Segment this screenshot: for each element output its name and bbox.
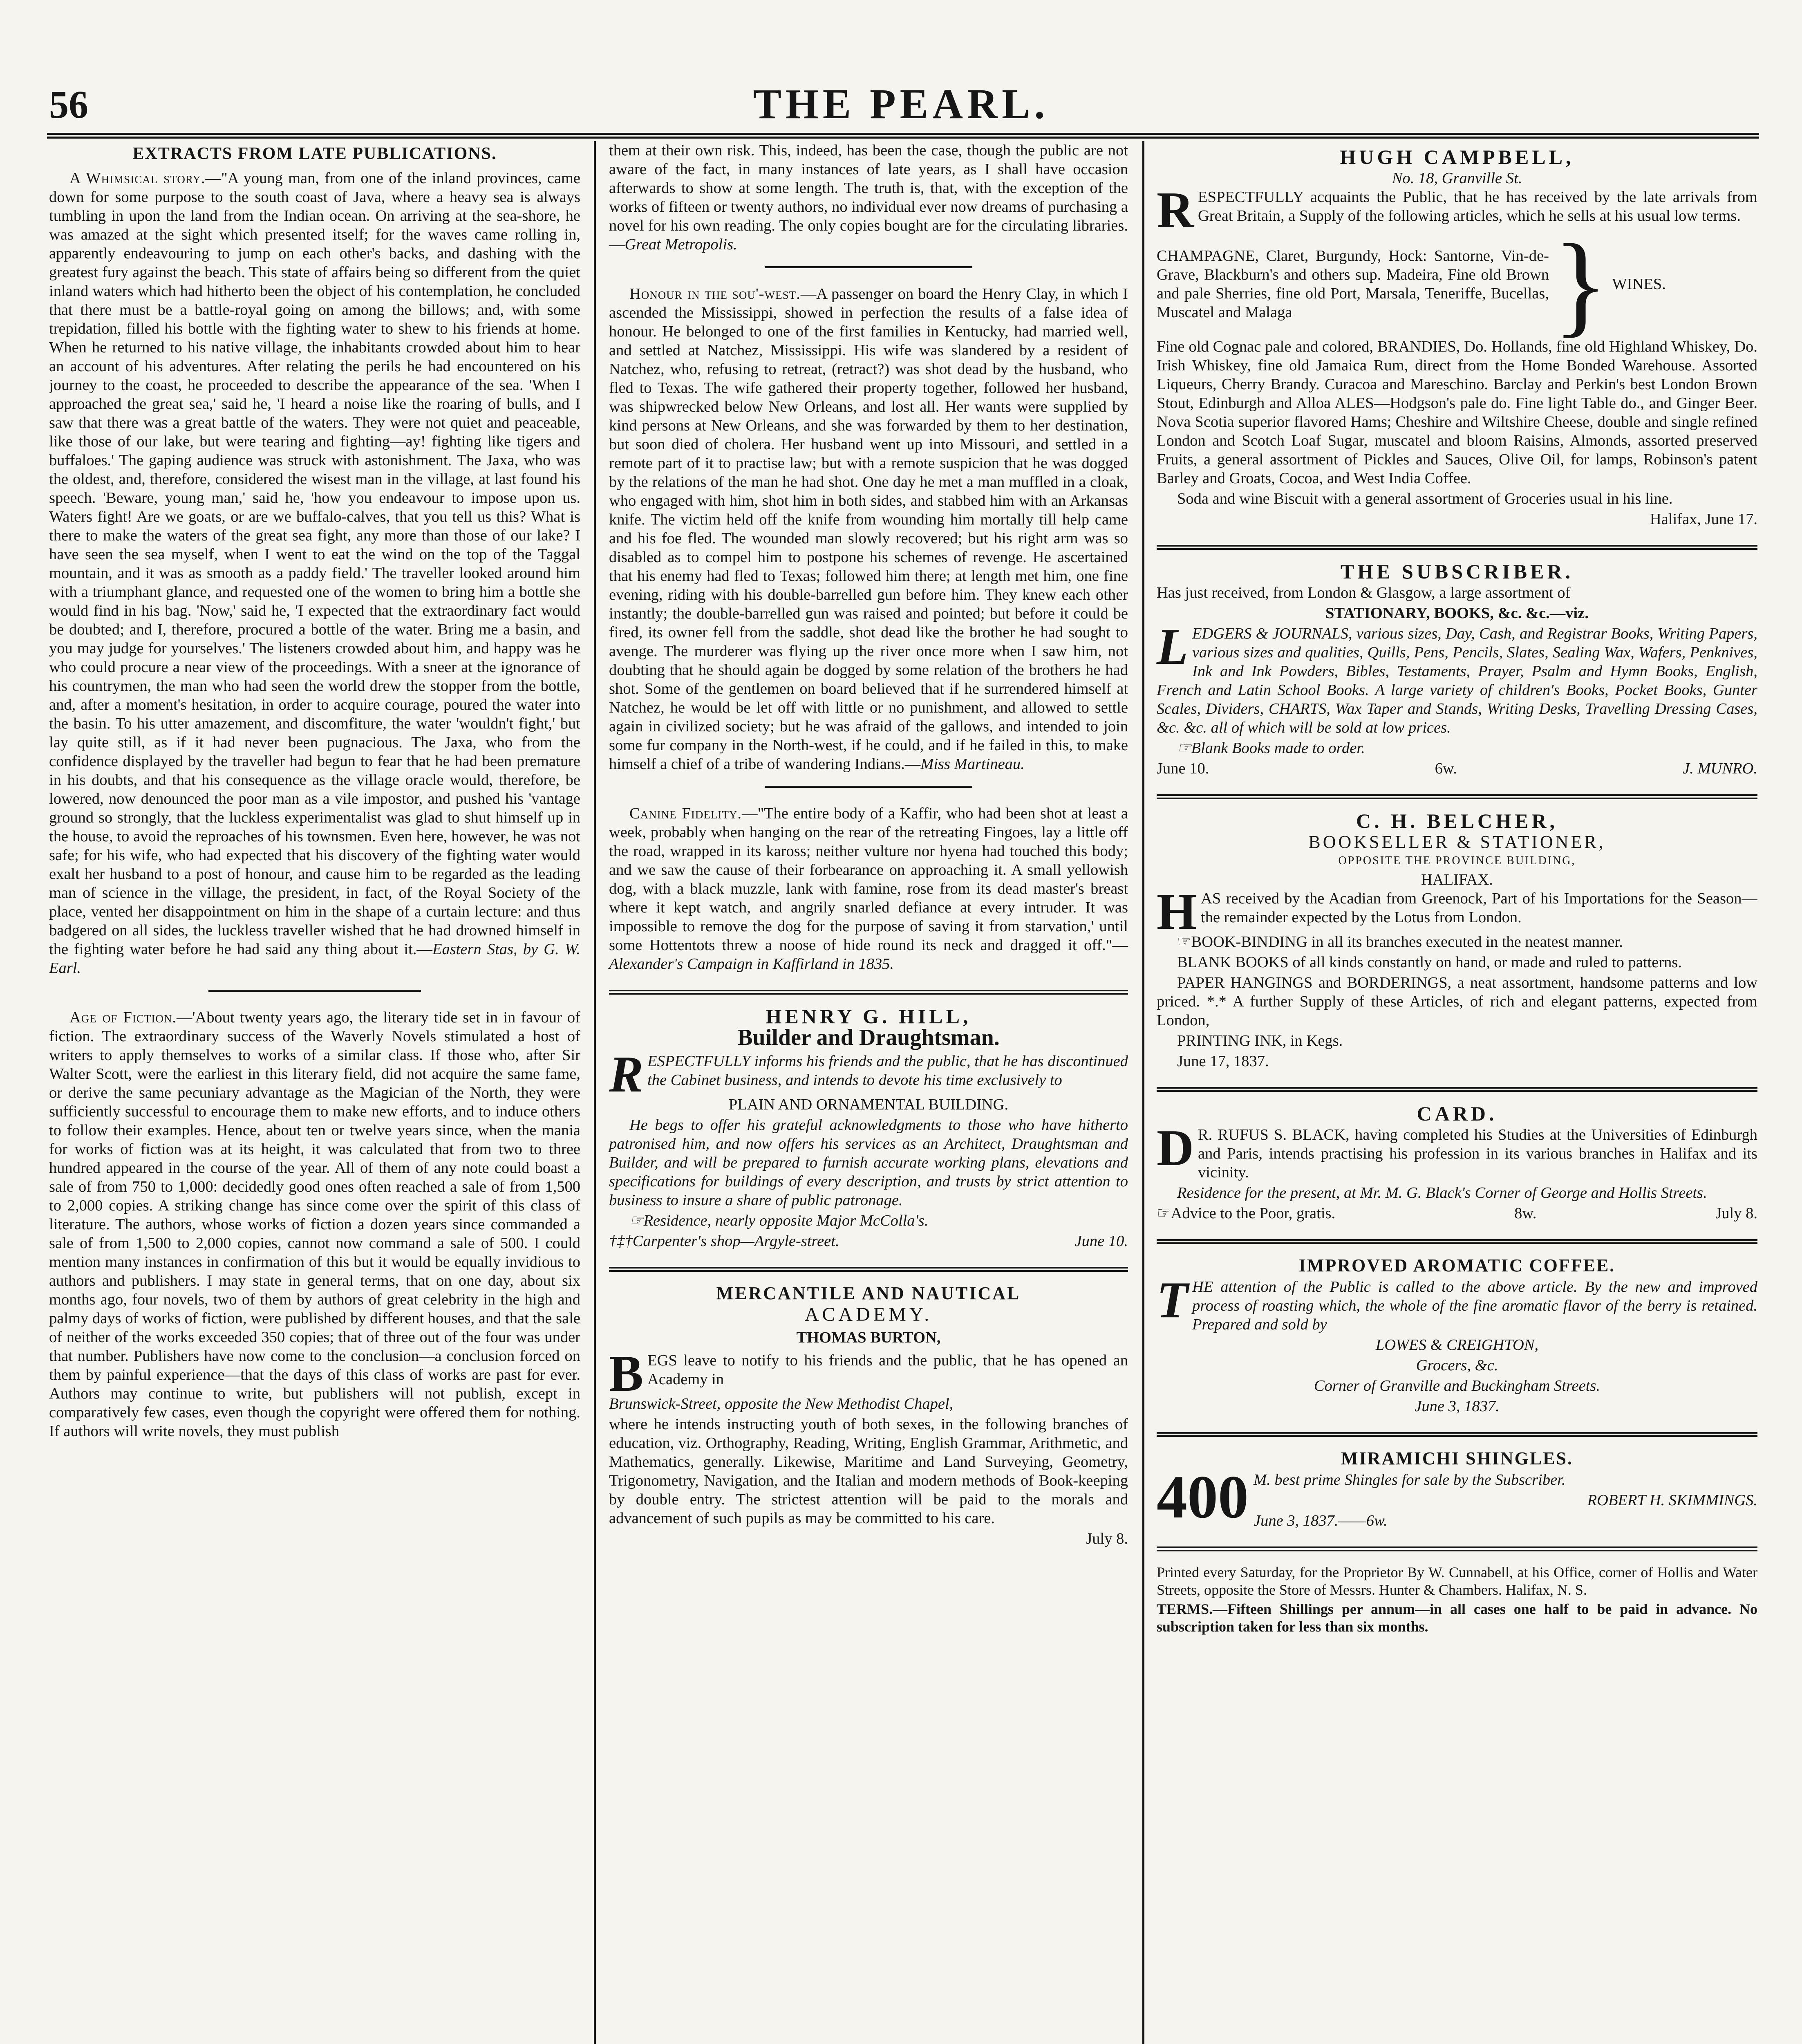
campbell-dropcap: R [1157, 182, 1194, 239]
coffee-intro [1157, 1272, 1757, 1334]
campbell-date: Halifax, June 17. [1650, 511, 1757, 528]
belcher-intro [1157, 883, 1757, 940]
coffee-grocers: Grocers, &c. [1416, 1357, 1498, 1374]
section-rule [765, 786, 972, 788]
campbell-intro [1157, 182, 1757, 239]
whimsical-title: A Whimsical story. [69, 170, 206, 187]
belcher-intro-text: AS received by the Acadian from Greenock, Part of his Importations for the Season—the remainder expected by the Lotus from London. [1201, 890, 1757, 926]
wine-list [1157, 220, 1757, 347]
academy-street: Brunswick-Street, opposite the New Methodist Chapel, [609, 1395, 954, 1412]
section-rule [208, 990, 421, 992]
advert-rule [1157, 1432, 1757, 1437]
subscriber-list-text: EDGERS & JOURNALS, various sizes, Day, Cash, and Registrar Books, Writing Papers, various sizes and qualities, Quills, Pens, Pencils, Slates, Sealing Wax, Wafers, Penknives, Ink and Ink Powders, Bibles, Testaments, Prayer, Psalm and Hymn Books, English, French and Latin School Books. A large variety of children's Books, Pocket Books, Gunter Scales, Dividers, CHARTS, Wax Taper and Stands, Writing Desks, Travelling Dressing Cases, &c. &c. all of which will be sold at low prices. [1157, 625, 1757, 736]
academy-body: where he intends instructing youth of both sexes, in the following branches of education, viz. Orthography, Reading, Writing, English Grammar, Arithmetic, and Mathematics, generally. Likewise, Maritime and Land Surveying, Geometry, Trigonometry, Navigation, and the Italian and modern methods of Book-keeping by double entry. The strictest attention will be paid to the morals and advancement of such pupils as may be committed to his care. [609, 1416, 1128, 1527]
extracts-heading: EXTRACTS FROM LATE PUBLICATIONS. [132, 144, 497, 163]
honour-source: Miss Martineau. [920, 755, 1025, 773]
coffee-date: June 3, 1837. [1415, 1398, 1500, 1415]
advert-rule [609, 1267, 1128, 1272]
advert-rule [1157, 794, 1757, 799]
column-rule-1 [594, 141, 596, 2044]
subscriber-stationary: STATIONARY, BOOKS, &c. &c.—viz. [1325, 605, 1589, 622]
hill-trade: Builder and Draughtsman. [737, 1025, 1000, 1050]
academy-name: THOMAS BURTON, [796, 1329, 941, 1346]
canine-body: —"The entire body of a Kaffir, who had been shot at least a week, probably when hanging on the rear of the retreating Fingoes, lay a little off the road, wrapped in its kaross; neither vulture nor hyena had touched this body; and we saw the cause of their forbearance on approaching it. A small yellowish dog, with a black muzzle, lank with famine, rose from its dead master's breast where it kept watch, and angrily snarled defiance at every intruder. It was impossible to remove the dog for the purpose of saving it from starvation,' until some Hottentots threw a noose of hide round its neck and dragged it off."— [609, 805, 1128, 954]
whimsical-source: Eastern Stas, by G. W. Earl. [49, 941, 580, 977]
wines-label: WINES. [1612, 276, 1666, 293]
terms: TERMS.—Fifteen Shillings per annum—in all cases one half to be paid in advance. No subscription taken for less than six months. [1157, 1601, 1757, 1635]
printed-by: Printed every Saturday, for the Proprietor By W. Cunnabell, at his Office, corner of Hollis and Water Streets, opposite the Store of Messrs. Hunter & Chambers. Halifax, N. S. [1157, 1564, 1757, 1598]
belcher-trade: BOOKSELLER & STATIONER, [1308, 832, 1606, 852]
subscriber-date: June 10. [1157, 760, 1209, 777]
subscriber-signature: J. MUNRO. [1683, 760, 1757, 777]
academy-intro-text: EGS leave to notify to his friends and the public, that he has opened an Academy in [647, 1352, 1128, 1388]
age-body: —'About twenty years ago, the literary tide set in in favour of fiction. The extraordinary success of the Waverly Novels stimulated a host of writers to apply themselves to works of a similar class. If those who, after Sir Walter Scott, were the earliest in this literary field, did not acquire the same fame, or derive the same pecuniary advantage as the Magician of the North, they were sufficiently successful to encourage them to make new efforts, and to induce others to follow their examples. Hence, about ten or twelve years since, when the mania for works of fiction was at its height, it was calculated that from two to three hundred appeared in the course of the year. All of them of any note could boast a sale of from 750 to 1,000: decidedly good ones often reached a sale of from 1,500 to 2,000 copies. A striking change has since come over the spirit of this class of literature. The authors, whose works of fiction a dozen years since commanded a sale of from 1,500 to 2,000 copies, cannot now command a sale of 500. I could mention many instances in confirmation of this but it would be equally invidious to authors and publishers. I may state in general terms, that on one day, about six months ago, four novels, two of them by authors of great celebrity in the high and palmy days of works of fiction, were published by different houses, and that the sale of neither of the works exceeded 350 copies; that of three out of the four was under that number. Publishers have now come to the conclusion—a conclusion forced on them by painful experience—that the days of this class of works are past for ever. Authors may continue to write, but publishers will not publish, except in comparatively few cases, even though the copyright were offered them for nothing. If authors will write novels, they must publish [49, 1009, 580, 1440]
cont-body: them at their own risk. This, indeed, has been the case, though the public are not aware of the fact, in many instances of late years, as I shall have occasion afterwards to show at some length. The truth is, that, with the exception of the works of fifteen or twenty authors, no individual ever now dreams of purchasing a novel for his own reading. The only copies bought are for the circulating libraries.— [609, 142, 1128, 253]
advert-rule [1157, 545, 1757, 550]
hill-name: HENRY G. HILL, [766, 1005, 972, 1028]
academy-intro [609, 1345, 1128, 1402]
hill-offer: He begs to offer his grateful acknowledgments to those who have hitherto patronised him, and now offers his services as an Architect, Draughtsman and Builder, and will be prepared to furnish accurate working plans, elevations and specifications for buildings of every description, and trusts by strict attention to business to insure a share of public patronage. [609, 1116, 1128, 1209]
column-3 [1144, 141, 1757, 2044]
belcher-city: HALIFAX. [1421, 871, 1493, 888]
subscriber-note: ☞Blank Books made to order. [1177, 740, 1365, 757]
academy-subtitle: ACADEMY. [804, 1304, 933, 1325]
hill-building: PLAIN AND ORNAMENTAL BUILDING. [728, 1096, 1009, 1113]
card-dropcap: D [1157, 1120, 1194, 1177]
continued-article [609, 141, 1128, 254]
card-heading: CARD. [1417, 1102, 1498, 1125]
column-1 [49, 141, 593, 2044]
belcher-dropcap: H [1157, 883, 1197, 940]
shingles-text: M. best prime Shingles for sale by the Subscriber. [1254, 1471, 1566, 1488]
page-number: 56 [49, 83, 88, 126]
canine-source: Alexander's Campaign in Kaffirland in 1835. [609, 955, 894, 973]
subscriber-sign-row [1157, 759, 1757, 778]
top-rule [47, 133, 1759, 139]
hill-date: June 10. [1074, 1233, 1128, 1250]
whimsical-body: —"A young man, from one of the inland provinces, came down for some purpose to the south coast of Java, where a heavy sea is always tumbling in upon the land from the Indian ocean. On arriving at the sea-shore, he was amazed at the sight which presented itself; for the waves came rolling in, apparently endeavouring to jump on each other's backs, and dashing with the greatest fury against the beach. This state of affairs being so different from the quiet inland waters which had hitherto been the object of his contemplation, he concluded that there must be a battle-royal going on among the billows; and, with some trepidation, filled his bottle with the fighting water to shew to his friends at home. When he returned to his native village, the inhabitants crowded about him to hear an account of his adventures. After relating the perils he had encountered on his journey to the coast, he proceeded to describe the appearance of the sea. 'When I approached the great sea,' said he, 'I heard a noise like the roaring of bulls, and I saw that there was a great battle of the waters. They were not quiet and peaceable, like those of our lake, but were tearing and fighting—ay! fighting like tigers and buffaloes.' The gaping audience was struck with astonishment. The Jaxa, who was the oldest, and, therefore, considered the wisest man in the village, at last found his speech. 'Beware, young man,' said he, 'how you endeavour to impose upon us. Waters fight! Are we goats, or are we buffalo-calves, that you tell us this? What is there to make the waters of the great sea fight, any more than those of our lake? I have seen the sea myself, when I went to eat the wind on the top of the Taggal mountain, and it was as smooth as a paddy field.' The traveller looked around him with a triumphant glance, and requested one of the women to bring him a bottle she would find in his bag. 'Now,' said he, 'I expected that the extraordinary fact would be doubted; and I, therefore, procured a bottle of the water. Bring me a basin, and you may judge for yourselves.' The listeners crowded about him, and happy was he who could procure a near view of the proceedings. With a sneer at the ignorance of his countrymen, the man who had seen the world drew the stopper from the bottle, and, after a moment's hesitation, in order to acquire courage, poured the water into the basin. To his utter amazement, and discomfiture, the water 'wouldn't fight,' but lay quite still, as if it had never been pugnacious. The Jaxa, who from the confidence displayed by the traveller had begun to fear that he had been premature in his doubts, and that his consequence as the village oracle would, therefore, be lowered, now denounced the poor man as a vile impostor, and pushed his 'vantage ground so strongly, that the luckless experimentalist was glad to shut himself up in the house, to avoid the reproaches of his townsmen. Even here, however, he was not safe; for his wife, who had expected that his discovery of the fighting water would exalt her husband to a post of honour, and cause him to be regarded as the leading man of science in the village, the president, in fact, of the Royal Society of the place, vented her disappointment on him in the shape of a curtain lecture: and thus badgered on all sides, the luckless traveller wished that he had drowned himself in the fighting water before he had said any thing about it.— [49, 170, 580, 958]
campbell-address: No. 18, Granville St. [1392, 170, 1522, 187]
hill-intro [609, 1046, 1128, 1103]
academy-date: July 8. [1086, 1530, 1128, 1547]
advert-rule [609, 990, 1128, 995]
coffee-firm: LOWES & CREIGHTON, [1375, 1336, 1539, 1354]
card-advice-row [1157, 1204, 1757, 1223]
coffee-corner: Corner of Granville and Buckingham Streets. [1314, 1377, 1601, 1394]
brace-glyph: } [1553, 220, 1608, 347]
belcher-binding: ☞BOOK-BINDING in all its branches executed in the neatest manner. [1177, 933, 1623, 950]
shingles-signature: ROBERT H. SKIMMINGS. [1587, 1492, 1757, 1509]
shingles-ad [1157, 1463, 1757, 1531]
coffee-heading: IMPROVED AROMATIC COFFEE. [1298, 1255, 1616, 1275]
shingles-heading: MIRAMICHI SHINGLES. [1341, 1448, 1573, 1468]
section-rule [765, 266, 972, 268]
campbell-soda: Soda and wine Biscuit with a general assortment of Groceries usual in his line. [1177, 490, 1673, 507]
coffee-intro-text: HE attention of the Public is called to the above article. By the new and improved process of roasting which, the whole of the fine aromatic flavor of the berry is retained. Prepared and sold by [1192, 1278, 1757, 1333]
hill-shop: †‡†Carpenter's shop—Argyle-street. [609, 1233, 839, 1250]
column-2 [597, 141, 1140, 2044]
whimsical-story [49, 169, 580, 977]
canine-title: Canine Fidelity. [629, 805, 742, 822]
honour-article [609, 285, 1128, 773]
subscriber-insertions: 6w. [1435, 760, 1457, 777]
age-title: Age of Fiction. [69, 1009, 177, 1026]
belcher-date: June 17, 1837. [1177, 1053, 1269, 1070]
hill-intro-text: ESPECTFULLY informs his friends and the public, that he has discontinued the Cabinet business, and intends to devote his time exclusively to [647, 1053, 1128, 1089]
card-intro [1157, 1120, 1757, 1182]
academy-dropcap: B [609, 1345, 644, 1402]
advert-rule [1157, 1546, 1757, 1551]
shingles-number: 400 [1157, 1463, 1249, 1531]
campbell-items: Fine old Cognac pale and colored, BRANDIES, Do. Hollands, fine old Highland Whiskey, Do. Irish Whiskey, fine old Jamaica Rum, direct from the Home Bonded Warehouse. Assorted Liqueurs, Cherry Brandy. Curacoa and Mareschino. Barclay and Perkin's best London Brown Stout, Edinburgh and Alloa ALES—Hodgson's pale do. Fine light Table do., and Ginger Beer. Nova Scotia superior flavored Hams; Cheshire and Wiltshire Cheese, double and single refined London and Scotch Loaf Sugar, muscatel and bloom Raisins, Almonds, assorted preserved Fruits, a general assortment of Pickles and Sauces, Olive Oil, for lamps, Robinson's patent Barley and Groats, Cocoa, and West India Coffee. [1157, 338, 1757, 487]
canine-article [609, 804, 1128, 973]
subscriber-heading: THE SUBSCRIBER. [1340, 560, 1574, 583]
masthead-title: THE PEARL. [753, 81, 1049, 128]
honour-body: —A passenger on board the Henry Clay, in which I ascended the Mississippi, showed in perfection the results of a false idea of honour. He belonged to one of the first families in Kentucky, had married well, and settled at Natchez, Mississippi. His wife was slandered by a resident of Natchez, who, refusing to retreat, (retract?) was shot dead by the husband, who fled to Texas. The wife gathered their property together, followed her husband, was shipwrecked below New Orleans, and lost all. Her wants were supplied by kind persons at New Orleans, and she was forwarded by them to her destination, but soon died of cholera. Her husband went up into Missouri, and settled in a remote part of it to practise law; but with a remote suspicion that he was dogged by the relations of the man he had shot. One day he met a man muffled in a cloak, who engaged with him, shot him in both sides, and stabbed him with an Arkansas knife. The victim held off the knife from wounding him mortally till help came and his foe fled. The wounded man slowly recovered; but his right arm was so disabled as to compel him to postpone his schemes of revenge. He ascertained that his enemy had fled to Texas; followed him there; at length met him, one fine evening, riding with his double-barrelled gun before him. They knew each other instantly; the double-barrelled gun was raised and pointed; but before it could be fired, its owner fell from the saddle, shot dead like the brother he had sought to avenge. The murderer was flying up the river once more when I saw him, not doubting that he should again be dogged by some relation of the brothers he had shot. Some of the gentlemen on board believed that if he surrendered himself at Natchez, he would be let off with little or no punishment, and allowed to settle again in civilized society; but he was afraid of the gallows, and intended to join some fur company in the North-west, if he could, and if he failed in this, to make himself a chief of a tribe of wandering Indians.— [609, 285, 1128, 773]
hill-dropcap: R [609, 1046, 644, 1103]
card-intro-text: R. RUFUS S. BLACK, having completed his Studies at the Universities of Edinburgh and Paris, intends practising his profession in its various branches in Halifax and its vicinity. [1198, 1126, 1757, 1181]
honour-title: Honour in the sou'-west. [629, 285, 801, 303]
subscriber-dropcap: L [1157, 619, 1188, 675]
cont-source: Great Metropolis. [625, 236, 737, 253]
academy-title: MERCANTILE AND NAUTICAL [716, 1283, 1021, 1303]
belcher-ink: PRINTING INK, in Kegs. [1177, 1032, 1343, 1049]
subscriber-intro: Has just received, from London & Glasgow, a large assortment of [1157, 584, 1571, 601]
campbell-name: HUGH CAMPBELL, [1340, 146, 1574, 168]
belcher-blank-books: BLANK BOOKS of all kinds constantly on hand, or made and ruled to patterns. [1177, 954, 1682, 971]
shingles-date: June 3, 1837.——6w. [1254, 1512, 1388, 1529]
card-residence: Residence for the present, at Mr. M. G. Black's Corner of George and Hollis Streets. [1177, 1184, 1707, 1201]
campbell-intro-text: ESPECTFULLY acquaints the Public, that he has received by the late arrivals from Great Britain, a Supply of the following articles, which he sells at his usual low terms. [1198, 188, 1757, 224]
wine-items: CHAMPAGNE, Claret, Burgundy, Hock: Santorne, Vin-de-Grave, Blackburn's and others sup. Madeira, Fine old Brown and pale Sherries, fine old Port, Marsala, Teneriffe, Bucellas, Muscatel and Malaga [1157, 247, 1549, 321]
subscriber-list [1157, 619, 1757, 737]
belcher-paper: PAPER HANGINGS and BORDERINGS, a neat assortment, handsome patterns and low priced. *.* A further Supply of these Articles, of rich and elegant patterns, expected from London, [1157, 974, 1757, 1029]
age-of-fiction [49, 1008, 580, 1441]
advert-rule [1157, 1087, 1757, 1092]
hill-residence: ☞Residence, nearly opposite Major McColla's. [629, 1212, 929, 1229]
card-date: July 8. [1715, 1205, 1757, 1222]
card-advice: ☞Advice to the Poor, gratis. [1157, 1205, 1336, 1222]
hill-shop-row [609, 1232, 1128, 1251]
belcher-name: C. H. BELCHER, [1356, 809, 1558, 832]
advert-rule [1157, 1239, 1757, 1244]
coffee-dropcap: T [1157, 1272, 1188, 1329]
belcher-opposite: OPPOSITE THE PROVINCE BUILDING, [1338, 854, 1576, 867]
card-insertions: 8w. [1514, 1205, 1537, 1222]
